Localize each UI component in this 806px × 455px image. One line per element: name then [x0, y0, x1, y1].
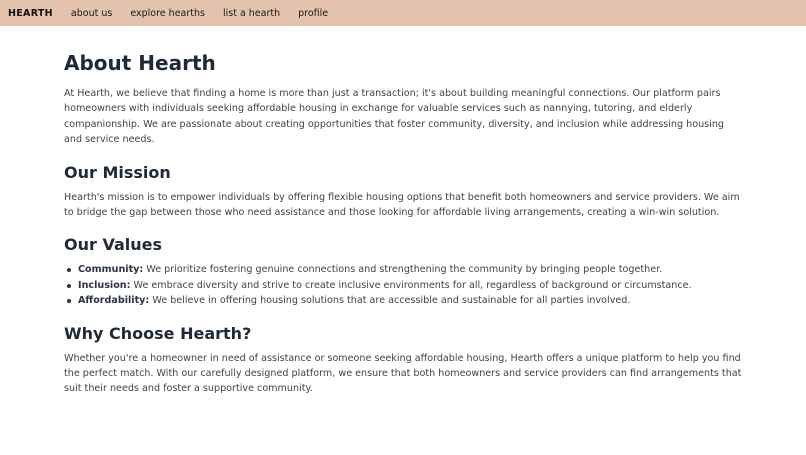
- nav-link-profile[interactable]: profile: [298, 7, 329, 19]
- why-heading: Why Choose Hearth?: [64, 323, 252, 343]
- nav-link-list-a-hearth[interactable]: list a hearth: [222, 7, 281, 19]
- page-title: About Hearth: [64, 51, 216, 75]
- value-text: We believe in offering housing solutions that are accessible and sustainable for all parties involved.: [149, 295, 631, 307]
- about-intro-paragraph: At Hearth, we believe that finding a home is more than just a transaction; it's about building meaningful connections. Our platform pairs homeowners with individuals seeking affordable housing in exchange for valuable services such as nannying, tutoring, and elderly companionship. We are passionate about creating opportunities that foster community, diversity, and inclusion while addressing housing and service needs.: [64, 88, 724, 146]
- main-content: [64, 49, 744, 397]
- top-navbar: [0, 0, 806, 26]
- value-label: Inclusion:: [78, 279, 131, 291]
- value-item-community: [64, 262, 744, 277]
- value-item-inclusion: [64, 278, 744, 293]
- value-label: Affordability:: [78, 295, 150, 307]
- nav-link-explore-hearths[interactable]: explore hearths: [130, 7, 205, 19]
- mission-heading: Our Mission: [64, 162, 171, 182]
- nav-link-about-us[interactable]: about us: [70, 7, 113, 19]
- values-list: [64, 262, 744, 308]
- mission-paragraph: Hearth's mission is to empower individuals by offering flexible housing options that benefit both homeowners and service providers. We aim to bridge the gap between those who need assistance and those looking for affordable living arrangements, creating a win-win solution.: [64, 191, 740, 219]
- values-heading: Our Values: [64, 235, 163, 255]
- value-item-affordability: [64, 293, 744, 308]
- value-text: We prioritize fostering genuine connections and strengthening the community by bringing people together.: [143, 264, 663, 276]
- value-text: We embrace diversity and strive to create inclusive environments for all, regardless of background or circumstance.: [130, 279, 692, 291]
- value-label: Community:: [78, 264, 144, 276]
- brand-logo-link[interactable]: HEARTH: [8, 7, 53, 19]
- why-paragraph: Whether you're a homeowner in need of assistance or someone seeking affordable housing, Hearth offers a unique platform to help you find the perfect match. With our carefully designed platform, we ensure that both homeowners and service providers can find arrangements that suit their needs and foster a supportive community.: [64, 352, 742, 395]
